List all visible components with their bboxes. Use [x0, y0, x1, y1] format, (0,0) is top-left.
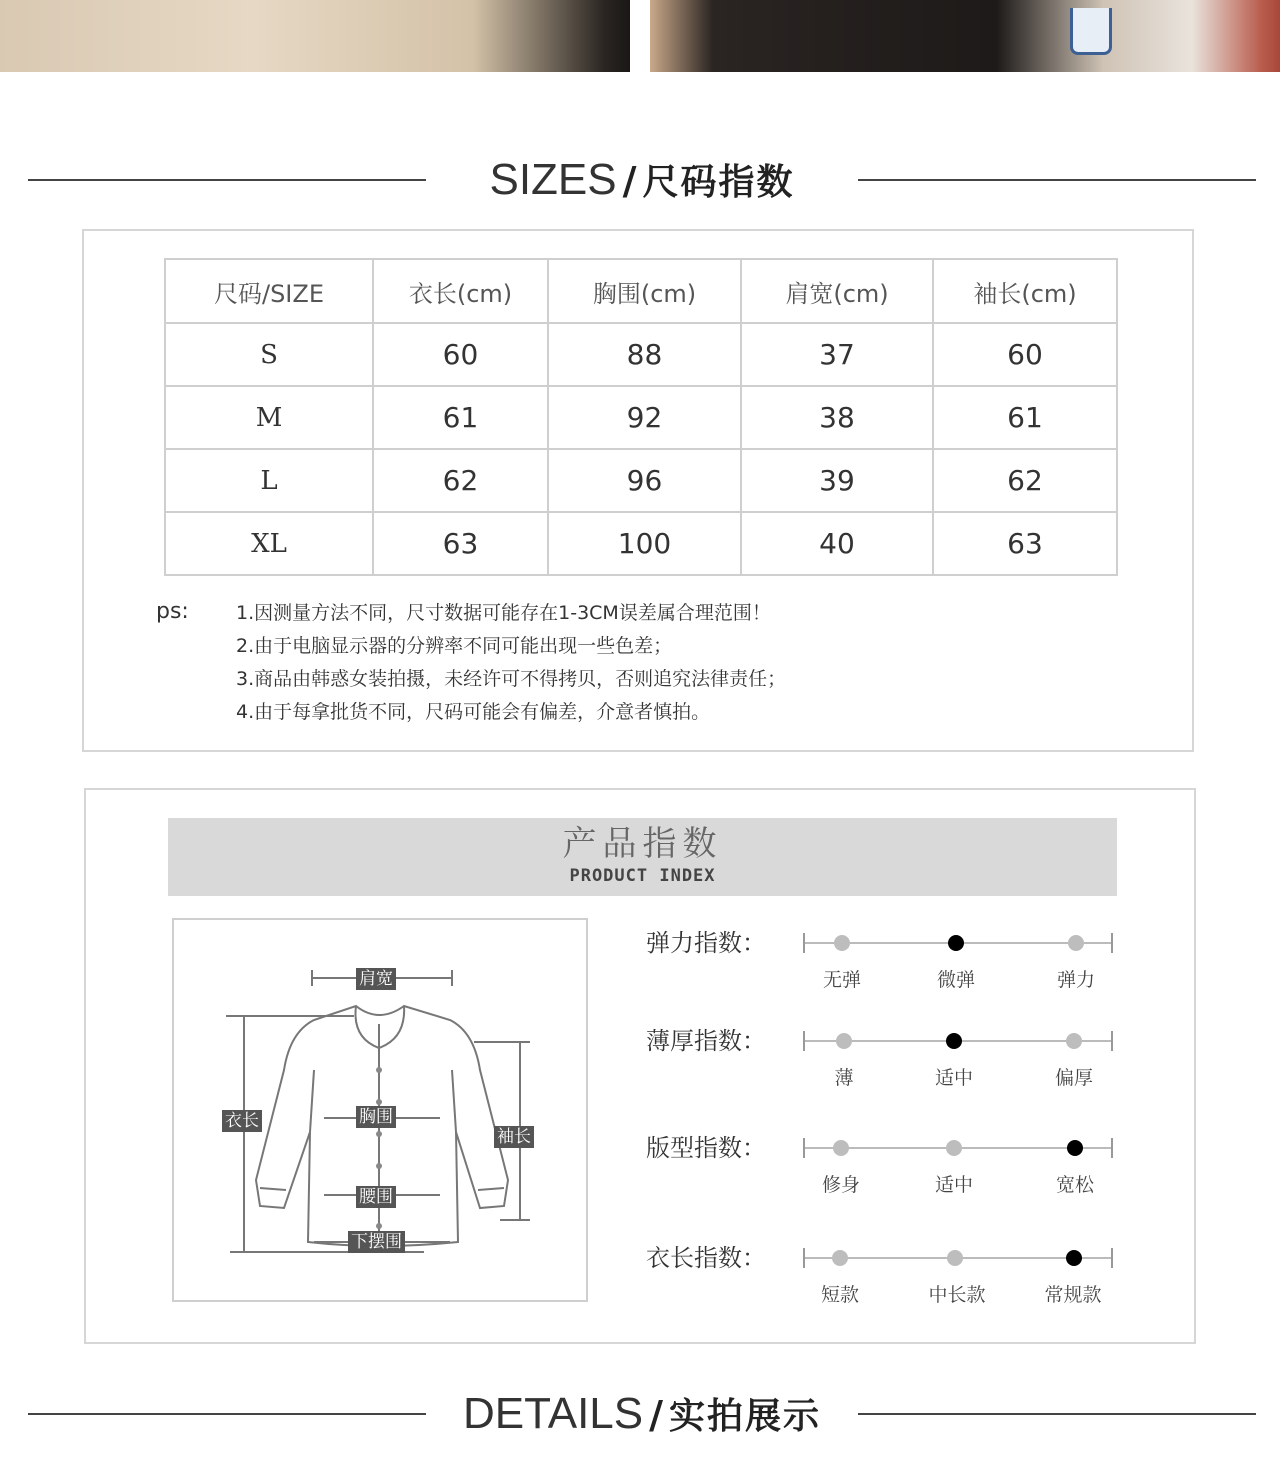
- index-row-elasticity: [646, 923, 1126, 993]
- index-option: 无弹: [822, 969, 861, 991]
- product-index-banner: [168, 818, 1117, 896]
- header-sleeve: 袖长(cm): [933, 259, 1117, 323]
- notes-label: ps:: [156, 599, 189, 624]
- sizes-title-zh: 尺码指数: [642, 162, 795, 203]
- product-index-title-zh: 产品指数: [562, 824, 723, 864]
- size-table-header-row: [165, 259, 1117, 323]
- diagram-label-chest: 胸围: [356, 1106, 396, 1128]
- header-shoulder: 肩宽(cm): [741, 259, 933, 323]
- product-photo-right: [650, 0, 1280, 72]
- cell-sleeve: 60: [933, 323, 1117, 386]
- note-line: 4.由于每拿批货不同，尺码可能会有偏差，介意者慎拍。: [236, 701, 711, 723]
- cell-sleeve: 62: [933, 449, 1117, 512]
- size-table: [164, 258, 1118, 576]
- index-dot: [947, 1250, 963, 1266]
- index-label: 弹力指数：: [646, 929, 766, 957]
- table-row: [165, 449, 1117, 512]
- track-end-cap: [803, 1138, 805, 1158]
- photo-badge-graphic: [1070, 8, 1112, 55]
- index-dot: [946, 1033, 962, 1049]
- diagram-label-sleeve: 袖长: [494, 1126, 534, 1148]
- index-dot: [834, 935, 850, 951]
- garment-measurement-diagram: [172, 918, 588, 1302]
- sizes-heading-text: [426, 150, 858, 219]
- cell-chest: 100: [548, 512, 741, 575]
- index-option: 弹力: [1056, 969, 1095, 991]
- details-heading-text: [426, 1384, 858, 1453]
- index-row-thickness: [646, 1021, 1126, 1091]
- cell-sleeve: 63: [933, 512, 1117, 575]
- divider-line-right: [858, 1413, 1256, 1415]
- diagram-label-shoulder: 肩宽: [356, 968, 396, 990]
- cell-length: 61: [373, 386, 548, 449]
- index-option: 中长款: [928, 1284, 986, 1306]
- product-photo-strip: [0, 0, 1280, 72]
- index-row-length: [646, 1238, 1126, 1308]
- index-row-fit: [646, 1128, 1126, 1198]
- index-dot: [1068, 935, 1084, 951]
- index-dot: [1067, 1140, 1083, 1156]
- track-end-cap: [1111, 933, 1113, 953]
- size-chart-panel: [82, 229, 1194, 752]
- cell-shoulder: 39: [741, 449, 933, 512]
- cell-length: 63: [373, 512, 548, 575]
- index-label: 版型指数：: [646, 1134, 766, 1162]
- index-dot: [836, 1033, 852, 1049]
- index-option: 修身: [821, 1174, 860, 1196]
- index-option: 微弹: [936, 969, 975, 991]
- header-chest: 胸围(cm): [548, 259, 741, 323]
- index-dot: [1066, 1033, 1082, 1049]
- notes-list: [236, 597, 786, 729]
- sizes-title-slash: /: [622, 159, 637, 203]
- diagram-label-length: 衣长: [222, 1110, 262, 1132]
- details-title-zh: 实拍展示: [669, 1396, 822, 1437]
- header-size: 尺码/SIZE: [165, 259, 373, 323]
- divider-line-right: [858, 179, 1256, 181]
- note-line: 1.因测量方法不同，尺寸数据可能存在1-3CM误差属合理范围！: [236, 602, 771, 624]
- header-length: 衣长(cm): [373, 259, 548, 323]
- index-option: 偏厚: [1054, 1067, 1093, 1089]
- cell-size: S: [165, 323, 373, 386]
- track-end-cap: [803, 1248, 805, 1268]
- cell-shoulder: 40: [741, 512, 933, 575]
- cell-chest: 92: [548, 386, 741, 449]
- product-index-panel: [84, 788, 1196, 1344]
- cell-size: M: [165, 386, 373, 449]
- track-end-cap: [803, 1031, 805, 1051]
- index-option: 薄: [834, 1067, 854, 1089]
- table-row: [165, 323, 1117, 386]
- sizes-section-heading: [0, 150, 1280, 210]
- index-dot: [833, 1140, 849, 1156]
- track-end-cap: [1111, 1248, 1113, 1268]
- cell-size: XL: [165, 512, 373, 575]
- diagram-label-hem: 下摆围: [348, 1231, 405, 1253]
- product-photo-left: [0, 0, 630, 72]
- track-end-cap: [803, 933, 805, 953]
- track-end-cap: [1111, 1031, 1113, 1051]
- sizes-title-en: SIZES: [489, 155, 617, 204]
- index-option: 宽松: [1055, 1174, 1094, 1196]
- index-label: 薄厚指数：: [646, 1027, 766, 1055]
- note-line: 2.由于电脑显示器的分辨率不同可能出现一些色差；: [236, 635, 673, 657]
- details-title-slash: /: [649, 1393, 663, 1437]
- index-dot: [1066, 1250, 1082, 1266]
- table-row: [165, 386, 1117, 449]
- cell-shoulder: 37: [741, 323, 933, 386]
- cell-sleeve: 61: [933, 386, 1117, 449]
- track-end-cap: [1111, 1138, 1113, 1158]
- index-dot: [948, 935, 964, 951]
- index-dot: [832, 1250, 848, 1266]
- index-option: 适中: [934, 1067, 973, 1089]
- cell-chest: 96: [548, 449, 741, 512]
- index-label: 衣长指数：: [646, 1244, 766, 1272]
- cell-size: L: [165, 449, 373, 512]
- details-section-heading: [0, 1384, 1280, 1444]
- divider-line-left: [28, 1413, 426, 1415]
- note-line: 3.商品由韩惑女装拍摄，未经许可不得拷贝，否则追究法律责任；: [236, 668, 787, 690]
- index-dot: [946, 1140, 962, 1156]
- cell-chest: 88: [548, 323, 741, 386]
- index-option: 常规款: [1044, 1284, 1102, 1306]
- details-title-en: DETAILS: [462, 1389, 644, 1438]
- cell-length: 62: [373, 449, 548, 512]
- index-option: 适中: [934, 1174, 973, 1196]
- table-row: [165, 512, 1117, 575]
- diagram-label-waist: 腰围: [356, 1186, 396, 1208]
- cell-shoulder: 38: [741, 386, 933, 449]
- divider-line-left: [28, 179, 426, 181]
- product-index-title-en: PRODUCT INDEX: [569, 866, 716, 886]
- index-option: 短款: [820, 1284, 859, 1306]
- cell-length: 60: [373, 323, 548, 386]
